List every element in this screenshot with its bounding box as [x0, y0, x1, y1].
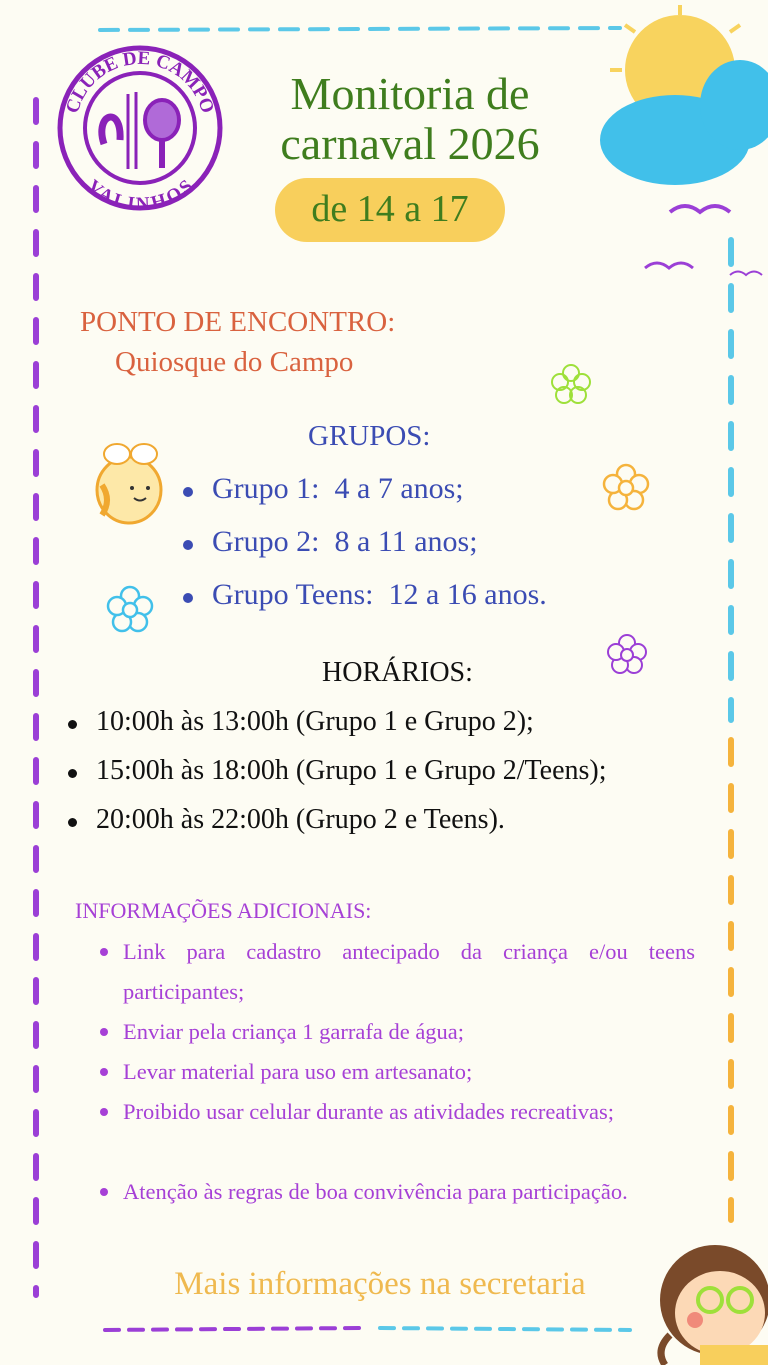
- schedule-text: 15:00h às 18:00h (Grupo 1 e Grupo 2/Teens);: [96, 755, 607, 786]
- schedule-text: 10:00h às 13:00h (Grupo 1 e Grupo 2);: [96, 706, 534, 737]
- schedule-text: 20:00h às 22:00h (Grupo 2 e Teens).: [96, 804, 505, 835]
- flower-icon: [600, 462, 652, 514]
- bullet-icon: [68, 818, 77, 827]
- groups-heading: GRUPOS:: [308, 420, 431, 452]
- meeting-point-place: Quiosque do Campo: [115, 346, 354, 378]
- group-ages: 4 a 7 anos;: [334, 472, 464, 505]
- bullet-icon: [68, 769, 77, 778]
- girl-illustration: [640, 1225, 768, 1365]
- info-item: Enviar pela criança 1 garrafa de água;: [123, 1019, 465, 1044]
- bee-icon: [92, 440, 167, 528]
- group-item: [183, 472, 464, 506]
- group-name: Grupo 2:: [212, 525, 320, 558]
- flower-icon: [104, 584, 156, 636]
- svg-text:CLUBE DE CAMPO: CLUBE DE CAMPO: [61, 47, 219, 116]
- bullet-icon: [183, 593, 193, 603]
- group-item: [183, 578, 547, 612]
- schedule-item: [68, 755, 607, 787]
- flower-icon: [604, 632, 650, 678]
- bullet-icon: [183, 540, 193, 550]
- additional-info-heading: INFORMAÇÕES ADICIONAIS:: [75, 898, 372, 923]
- info-item: Atenção às regras de boa convivência para participação.: [123, 1179, 628, 1204]
- footer-note: Mais informações na secretaria: [174, 1266, 586, 1302]
- schedule-item: [68, 804, 505, 836]
- bullet-icon: [100, 948, 108, 956]
- flower-icon: [548, 362, 594, 408]
- bullet-icon: [100, 1068, 108, 1076]
- svg-text:VALINHOS: VALINHOS: [83, 175, 198, 212]
- schedule-heading: HORÁRIOS:: [322, 657, 473, 688]
- group-ages: 8 a 11 anos;: [334, 525, 478, 558]
- bullet-icon: [100, 1108, 108, 1116]
- meeting-point-label: PONTO DE ENCONTRO:: [80, 306, 396, 338]
- bullet-icon: [100, 1188, 108, 1196]
- info-item: Link para cadastro antecipado da criança e/ou teens participantes;: [123, 939, 695, 1004]
- schedule-item: [68, 706, 534, 738]
- date-badge: de 14 a 17: [275, 178, 505, 242]
- sun-cloud-illustration: [580, 0, 768, 290]
- group-name: Grupo 1:: [212, 472, 320, 505]
- group-name: Grupo Teens:: [212, 578, 374, 611]
- title-line-1: Monitoria de: [290, 68, 530, 119]
- bullet-icon: [183, 487, 193, 497]
- title-line-2: carnaval 2026: [280, 118, 540, 169]
- club-logo: [56, 44, 224, 212]
- group-ages: 12 a 16 anos.: [388, 578, 547, 611]
- info-item: Levar material para uso em artesanato;: [123, 1059, 473, 1084]
- info-item: Proibido usar celular durante as atividades recreativas;: [123, 1099, 615, 1124]
- bullet-icon: [100, 1028, 108, 1036]
- bullet-icon: [68, 720, 77, 729]
- group-item: [183, 525, 478, 559]
